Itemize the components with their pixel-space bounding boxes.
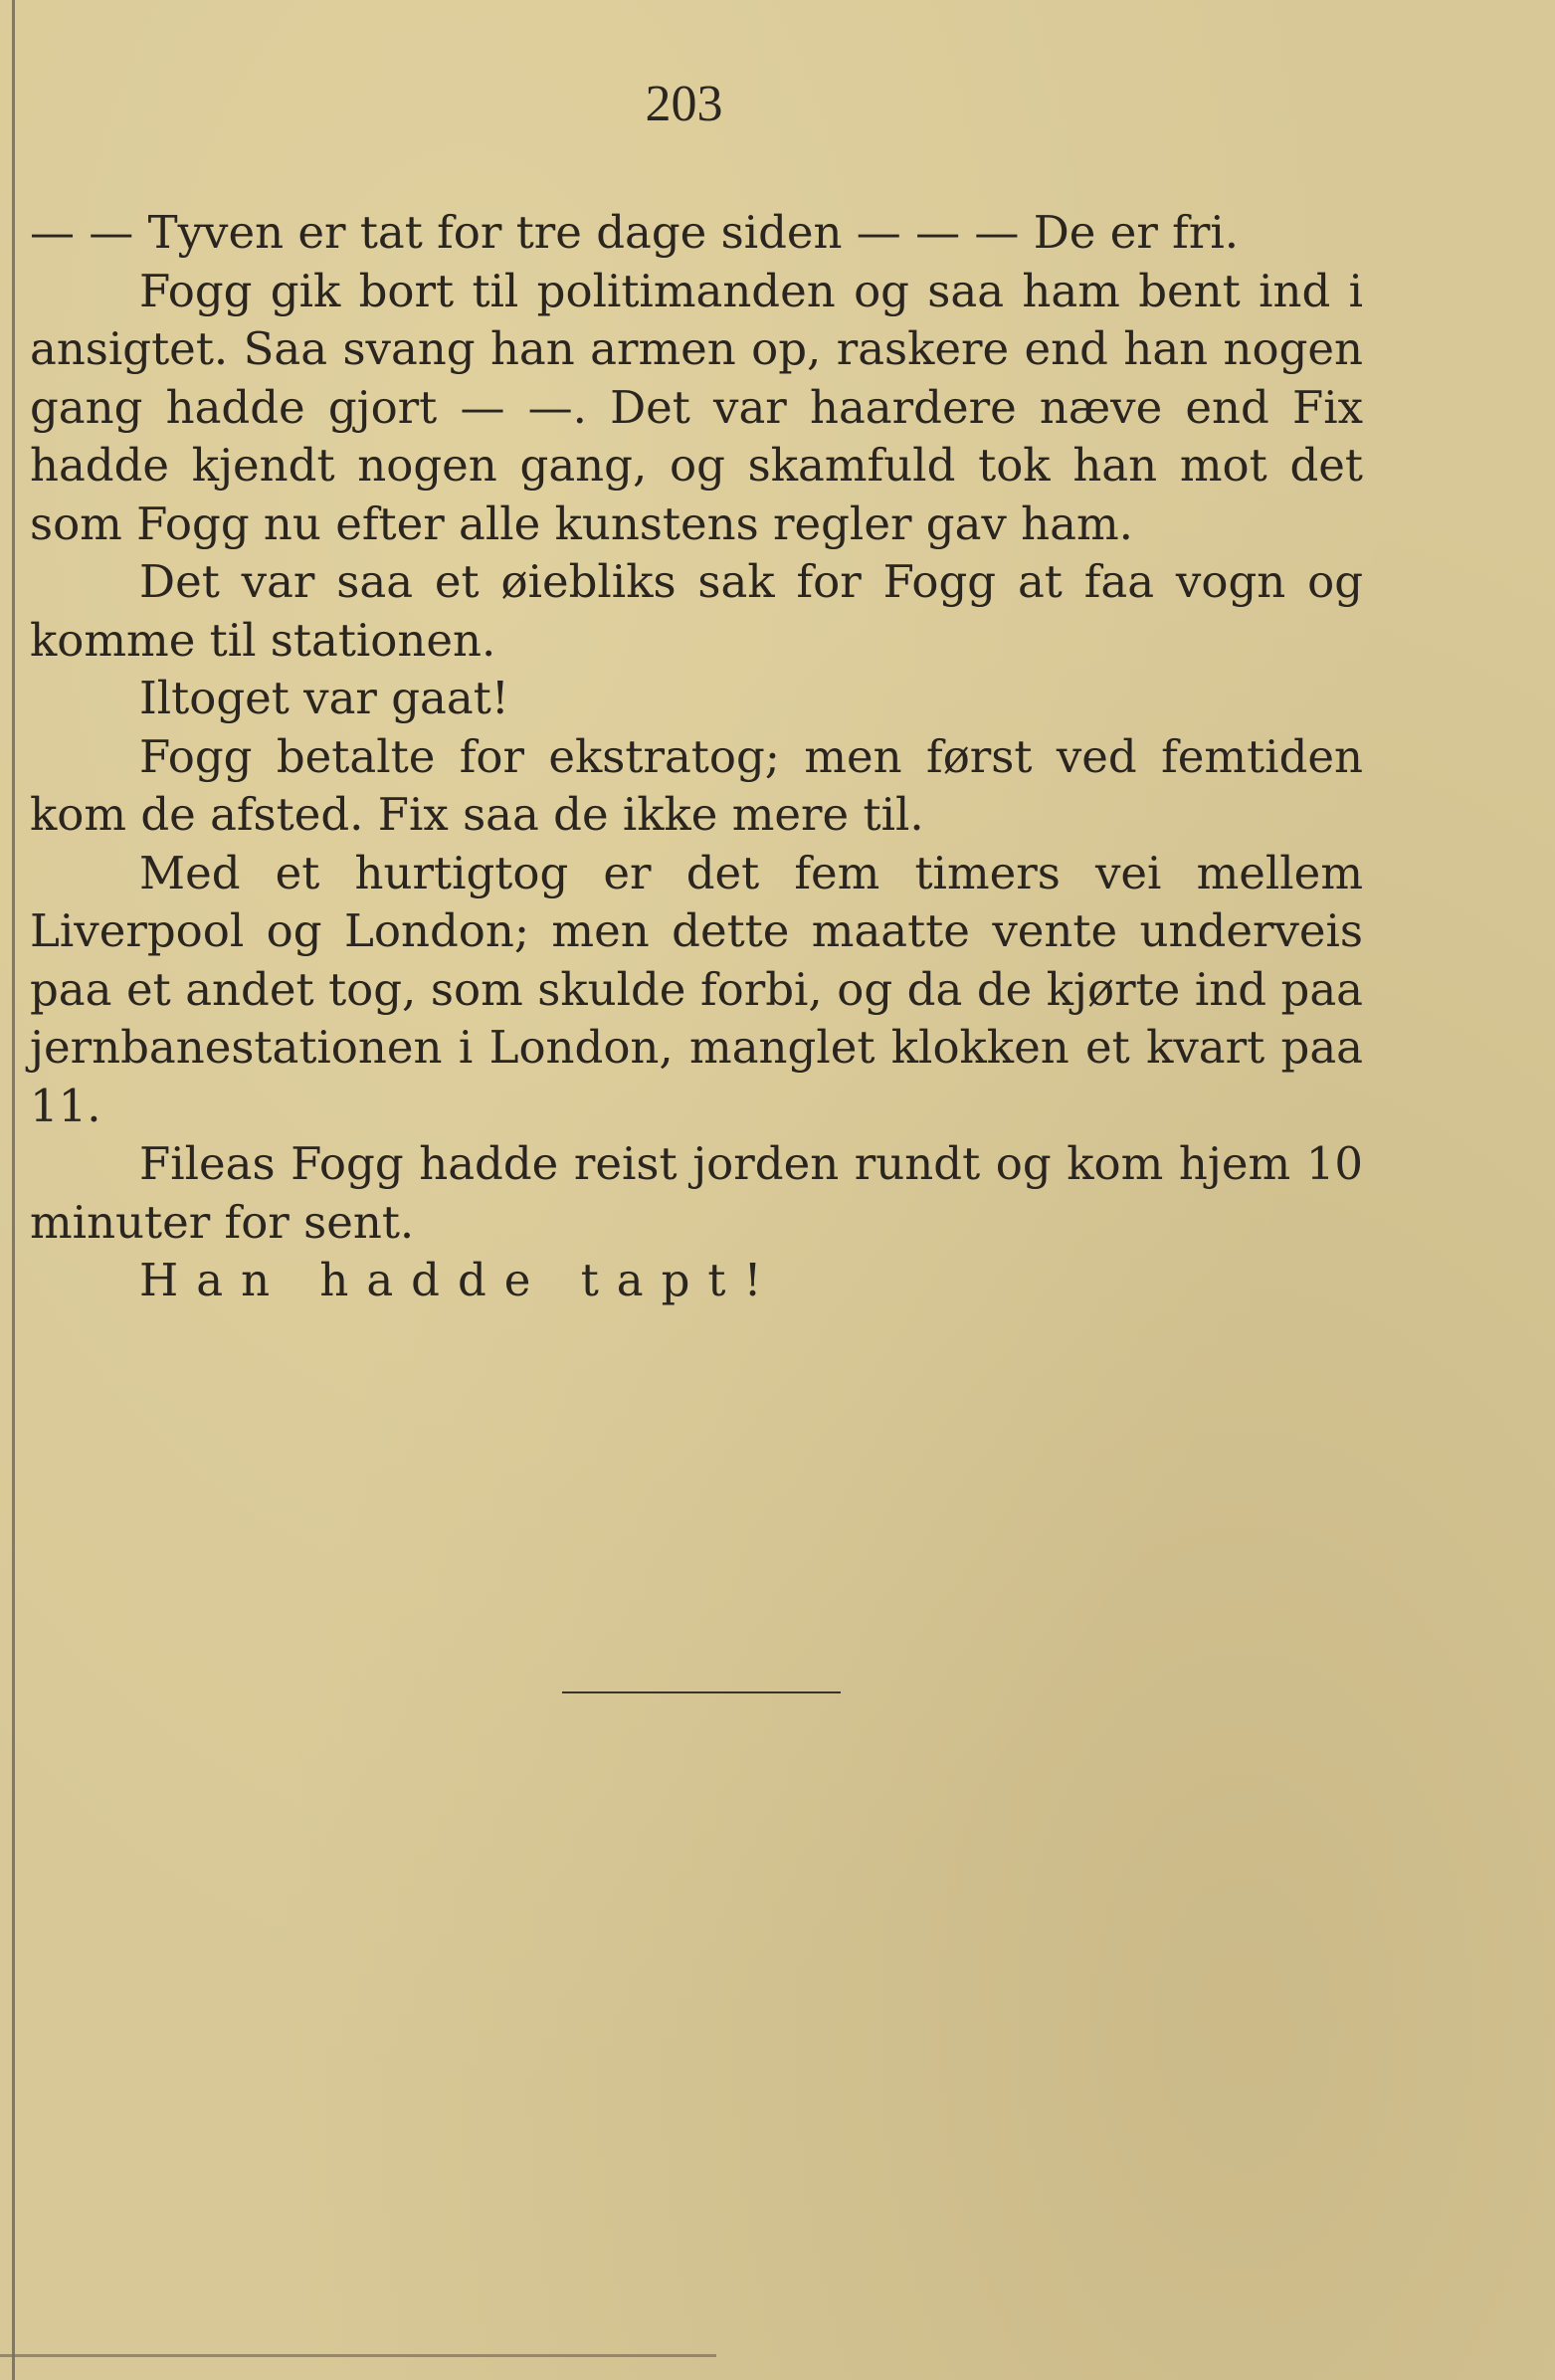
paragraph-5: Fogg betalte for ekstratog; men først ved femtiden kom de afsted. Fix saa de ikke mere til. [30, 729, 1363, 841]
paragraph-7: Fileas Fogg hadde reist jorden rundt og kom hjem 10 minuter for sent. [30, 1137, 1363, 1249]
page-number: 203 [645, 76, 723, 132]
bottom-edge [0, 2354, 716, 2357]
binding-edge [12, 0, 15, 2380]
paragraph-6: Med et hurtigtog er det fem timers vei mellem Liverpool og London; men dette maatte vente underveis paa et andet tog, som skulde forbi, og da de kjørte ind paa jernbanestationen i London, manglet klokken et kvart paa 11. [30, 846, 1363, 1132]
end-rule [562, 1691, 841, 1693]
body-text [30, 204, 1363, 1310]
paragraph-2: Fogg gik bort til politimanden og saa ham bent ind i ansigtet. Saa svang han armen op, raskere end han nogen gang hadde gjort — —. Det var haardere næve end Fix hadde kjendt nogen gang, og skamfuld tok han mot det som Fogg nu efter alle kunstens regler gav ham. [30, 264, 1363, 550]
paragraph-3: Det var saa et øiebliks sak for Fogg at faa vogn og komme til stationen. [30, 555, 1363, 667]
paragraph-8: Han hadde tapt! [139, 1254, 780, 1306]
paragraph-4: Iltoget var gaat! [139, 672, 509, 724]
paragraph-1: — — Tyven er tat for tre dage siden — — — De er fri. [30, 206, 1240, 259]
